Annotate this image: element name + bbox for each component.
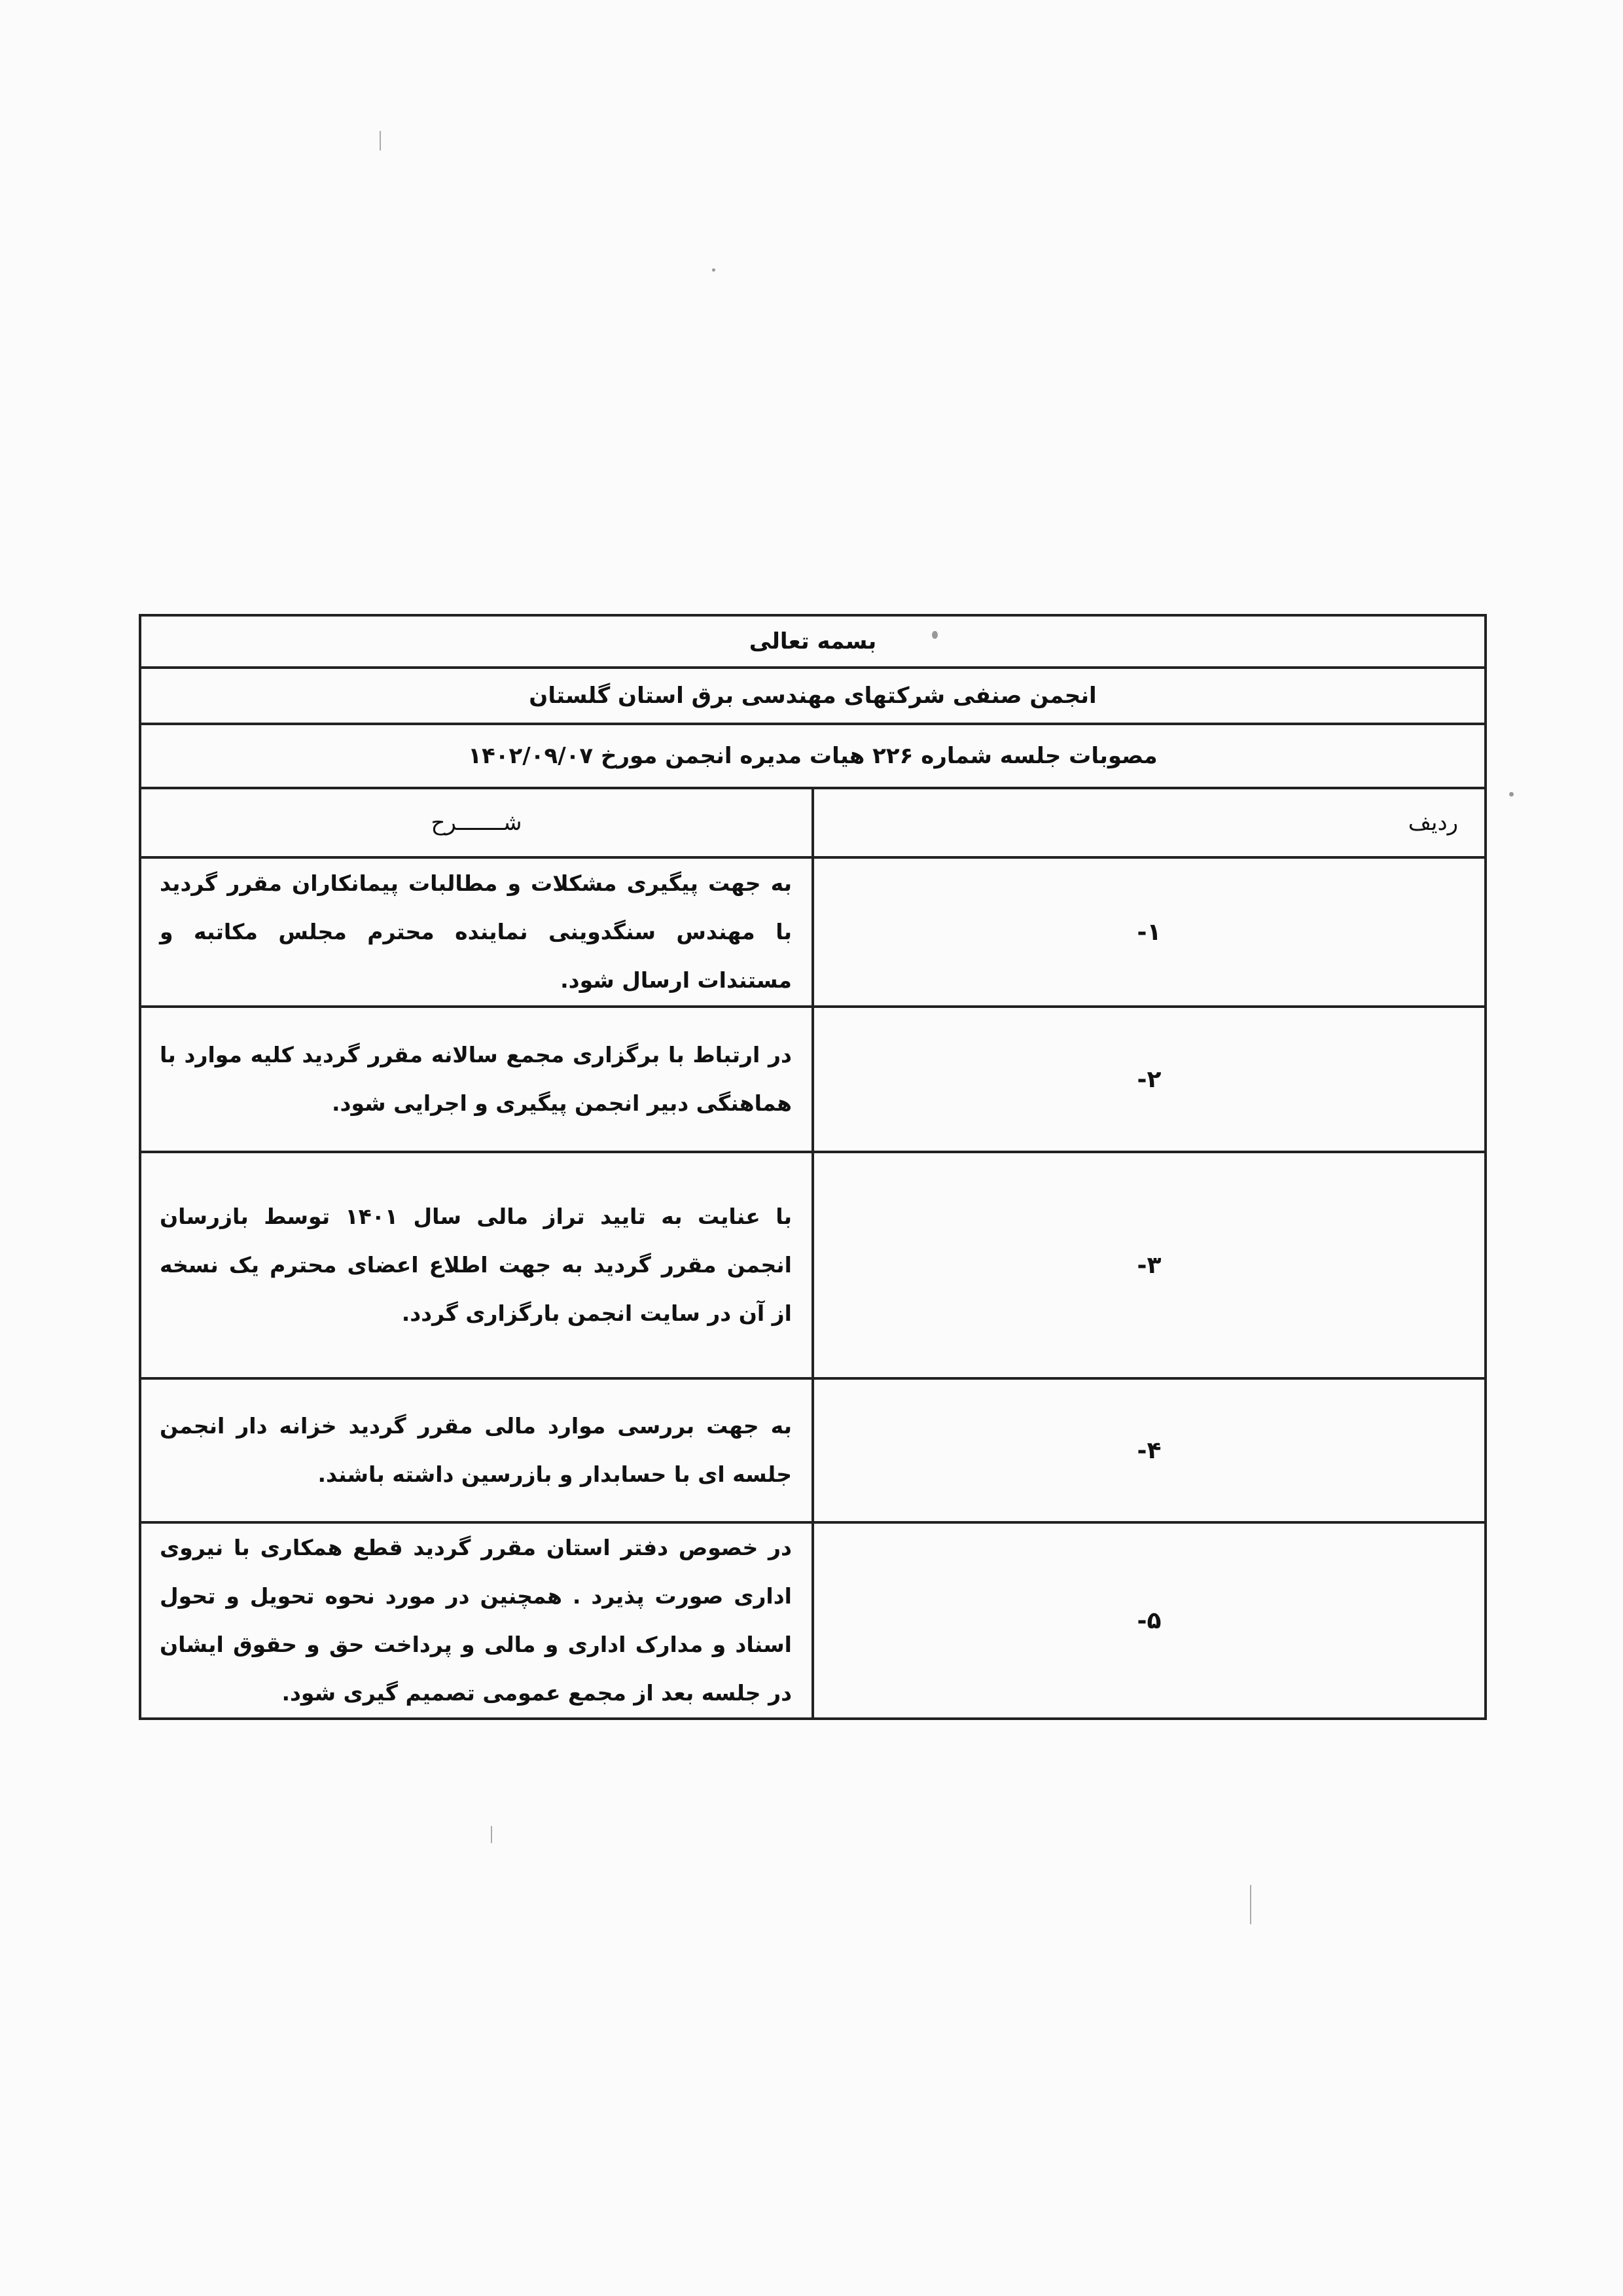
organization-name: انجمن صنفی شرکتهای مهندسی برق استان گلستان bbox=[140, 668, 1486, 724]
header-row-blessing bbox=[140, 615, 1486, 668]
column-header-row-number: ردیف bbox=[813, 788, 1486, 857]
header-row-organization bbox=[140, 668, 1486, 724]
row-description: به جهت بررسی موارد مالی مقرر گردید خزانه دار انجمن جلسه ای با حسابدار و بازرسین داشته باشند. bbox=[140, 1378, 813, 1522]
row-description: با عنایت به تایید تراز مالی سال ۱۴۰۱ توسط بازرسان انجمن مقرر گردید به جهت اطلاع اعضای محترم یک نسخه از آن در سایت انجمن بارگزاری گردد. bbox=[140, 1152, 813, 1378]
table-row bbox=[140, 1522, 1486, 1719]
row-number: ۵- bbox=[813, 1522, 1486, 1719]
table-row bbox=[140, 1152, 1486, 1378]
scan-speck bbox=[712, 268, 715, 272]
scan-speck bbox=[1509, 792, 1514, 797]
meeting-subject: مصوبات جلسه شماره ۲۲۶ هیات مدیره انجمن مورخ ۱۴۰۲/۰۹/۰۷ bbox=[140, 724, 1486, 788]
scan-mark bbox=[380, 131, 381, 151]
table-row bbox=[140, 857, 1486, 1007]
scan-mark bbox=[491, 1826, 492, 1843]
row-number: ۳- bbox=[813, 1152, 1486, 1378]
scan-mark bbox=[1250, 1885, 1251, 1924]
table-row bbox=[140, 1378, 1486, 1522]
column-header-description: شـــــــرح bbox=[140, 788, 813, 857]
header-row-subject bbox=[140, 724, 1486, 788]
row-description: در خصوص دفتر استان مقرر گردید قطع همکاری با نیروی اداری صورت پذیرد . همچنین در مورد نحوه تحویل و تحول اسناد و مدارک اداری و مالی و پرداخت حق و حقوق ایشان در جلسه بعد از مجمع عمومی تصمیم گیری شود. bbox=[140, 1522, 813, 1719]
column-header-row bbox=[140, 788, 1486, 857]
table-row bbox=[140, 1007, 1486, 1152]
row-number: ۱- bbox=[813, 857, 1486, 1007]
resolutions-table bbox=[139, 614, 1487, 1720]
row-description: به جهت پیگیری مشکلات و مطالبات پیمانکاران مقرر گردید با مهندس سنگدوینی نماینده محترم مجلس مکاتبه و مستندات ارسال شود. bbox=[140, 857, 813, 1007]
row-description: در ارتباط با برگزاری مجمع سالانه مقرر گردید کلیه موارد با هماهنگی دبیر انجمن پیگیری و اجرایی شود. bbox=[140, 1007, 813, 1152]
row-number: ۴- bbox=[813, 1378, 1486, 1522]
heading-blessing: بسمه تعالی bbox=[140, 615, 1486, 668]
row-number: ۲- bbox=[813, 1007, 1486, 1152]
